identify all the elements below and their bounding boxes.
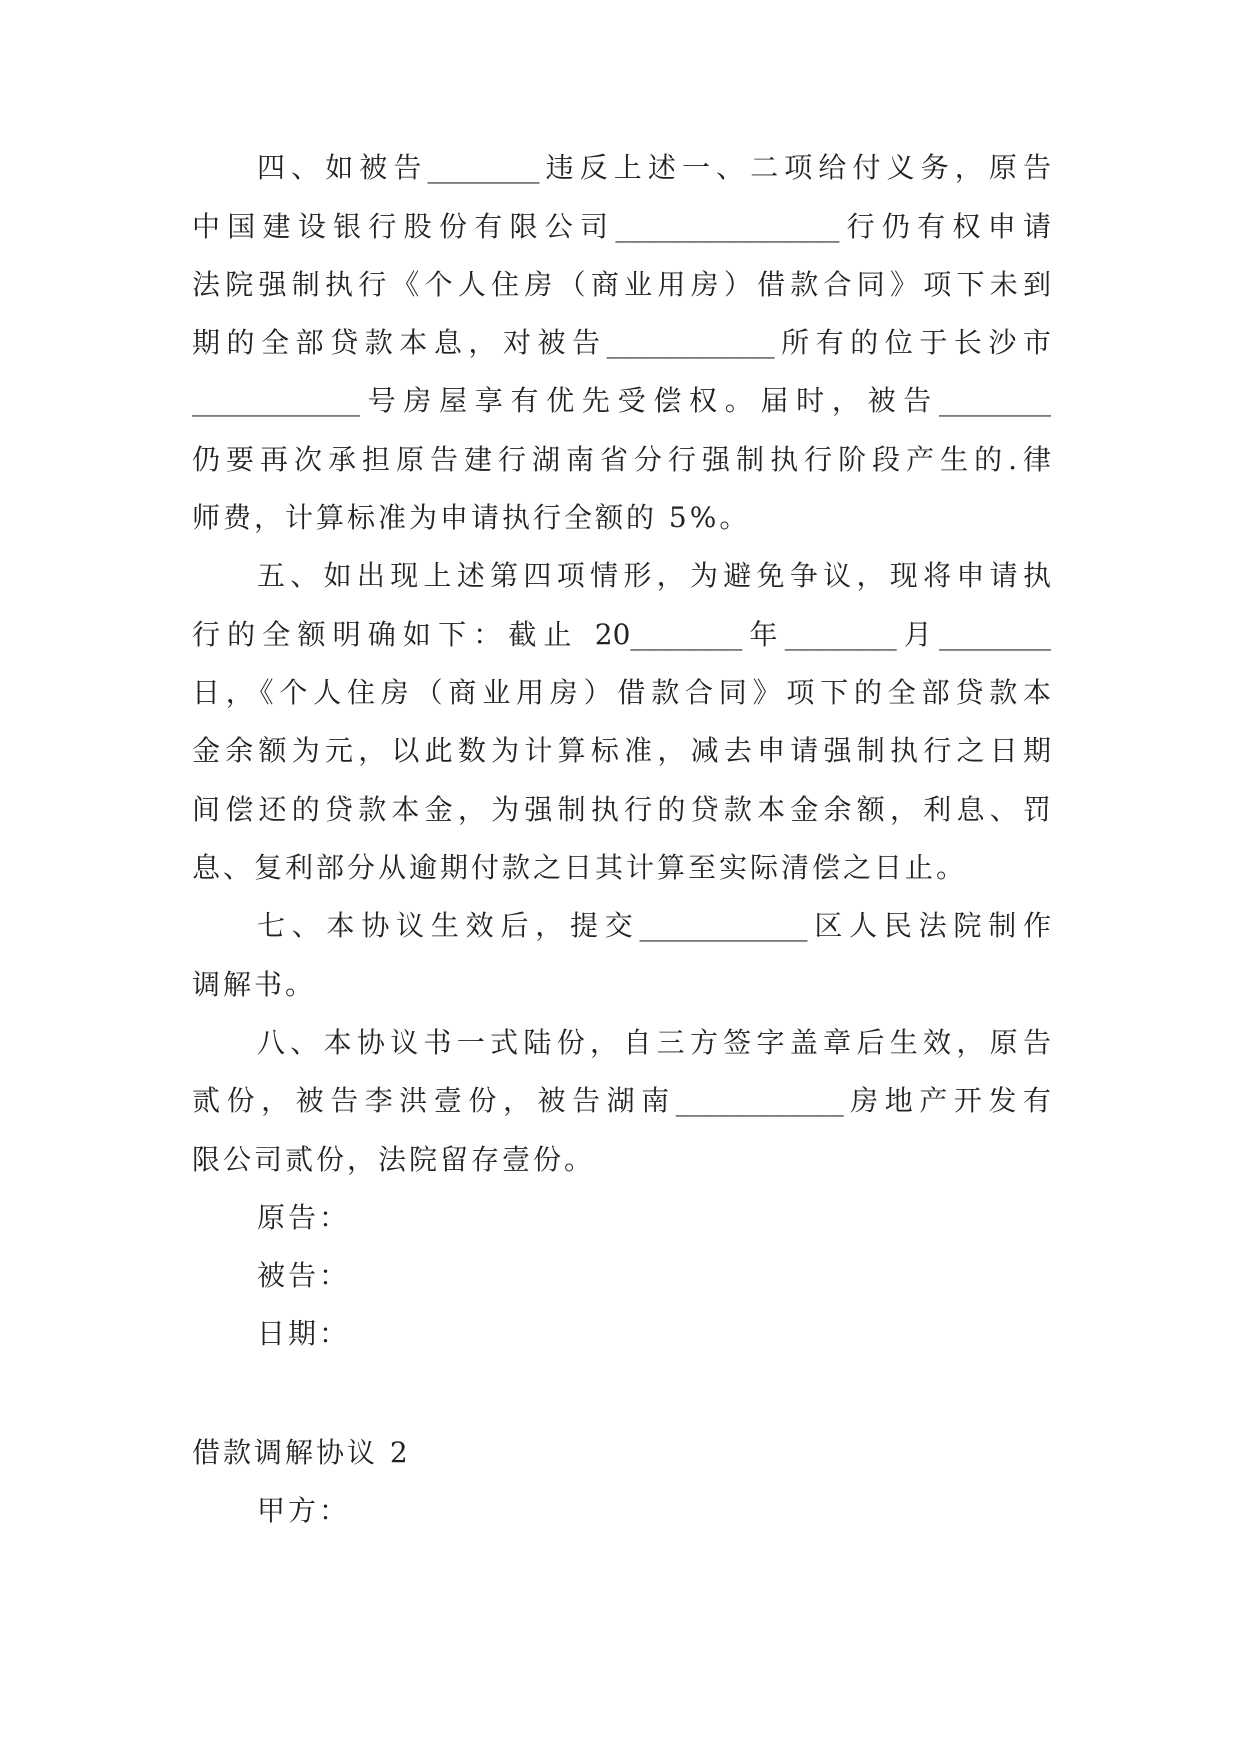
para-5-line-3: 日，《个人住房（商业用房）借款合同》项下的全部贷款本 — [192, 676, 1051, 709]
para-7-line-1: 七、本协议生效后，提交____________区人民法院制作 — [257, 909, 1051, 942]
para-8-line-3: 限公司贰份，法院留存壹份。 — [192, 1143, 596, 1176]
para-5-line-6: 息、复利部分从逾期付款之日其计算至实际清偿之日止。 — [192, 851, 968, 884]
para-5-line-4: 金余额为元，以此数为计算标准，减去申请强制执行之日期 — [192, 734, 1051, 767]
para-7-line-2: 调解书。 — [192, 968, 317, 1001]
para-5-line-5: 间偿还的贷款本金，为强制执行的贷款本金余额，利息、罚 — [192, 793, 1051, 826]
para-4-line-1: 四、如被告________违反上述一、二项给付义务，原告 — [257, 151, 1051, 184]
para-4-line-4: 期的全部贷款本息，对被告____________所有的位于长沙市 — [192, 326, 1051, 359]
para-4-line-2: 中国建设银行股份有限公司________________行仍有权申请 — [192, 210, 1051, 243]
para-8-line-1: 八、本协议书一式陆份，自三方签字盖章后生效，原告 — [257, 1026, 1051, 1059]
signature-plaintiff-label: 原告： — [257, 1201, 351, 1234]
para-4-line-3: 法院强制执行《个人住房（商业用房）借款合同》项下未到 — [192, 268, 1051, 301]
signature-date-label: 日期： — [257, 1317, 351, 1350]
para-4-line-7: 师费，计算标准为申请执行全额的 5%。 — [192, 501, 751, 534]
section-title: 借款调解协议 2 — [192, 1436, 411, 1469]
para-4-line-6: 仍要再次承担原告建行湖南省分行强制执行阶段产生的.律 — [192, 443, 1051, 476]
para-4-line-5: ____________号房屋享有优先受偿权。届时，被告________ — [192, 384, 1051, 417]
para-5-line-2: 行的全额明确如下：截止 20________年________月________ — [192, 618, 1051, 651]
para-5-line-1: 五、如出现上述第四项情形，为避免争议，现将申请执 — [257, 559, 1051, 592]
party-a-label: 甲方： — [257, 1494, 351, 1527]
signature-defendant-label: 被告： — [257, 1259, 351, 1292]
para-8-line-2: 贰份，被告李洪壹份，被告湖南____________房地产开发有 — [192, 1084, 1051, 1117]
